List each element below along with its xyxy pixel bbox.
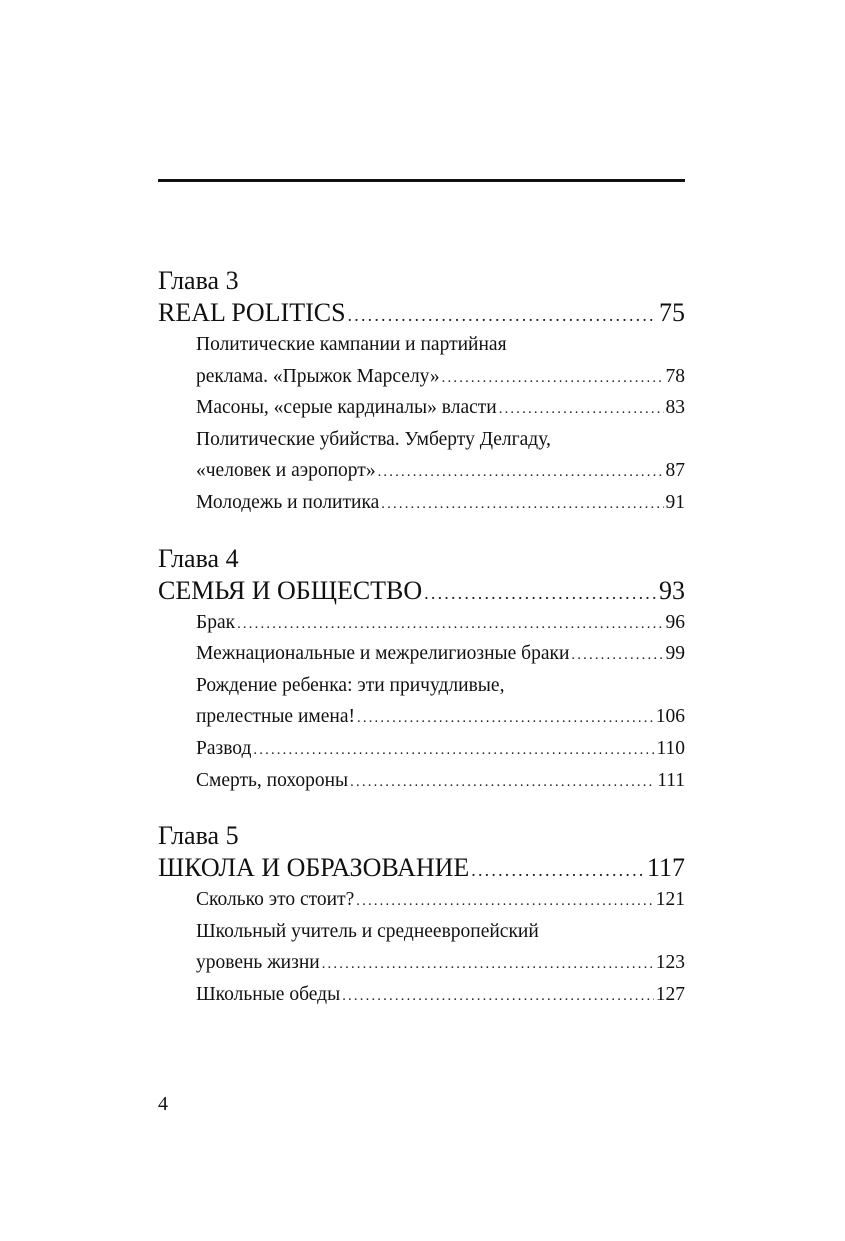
dot-leader [381, 489, 663, 521]
dot-leader [357, 703, 654, 735]
dot-leader [322, 949, 654, 981]
entry-title: Сколько это стоит? [196, 889, 355, 911]
toc-entry-line: Политические кампании и партийная [196, 334, 507, 355]
chapter-3 [158, 266, 685, 519]
page-ref: 83 [665, 397, 685, 419]
toc-entry[interactable] [158, 487, 685, 519]
entry-title: Школьные обеды [196, 983, 341, 1005]
page-ref: 78 [665, 365, 685, 387]
page-ref: 75 [659, 298, 685, 327]
page-ref: 99 [665, 643, 685, 665]
page-ref: 91 [665, 491, 685, 513]
toc-entry[interactable] [158, 979, 685, 1011]
toc-entry[interactable] [158, 607, 685, 639]
toc-entry[interactable] [158, 733, 685, 765]
dot-leader [342, 981, 654, 1013]
toc-entry[interactable] [158, 947, 685, 979]
dot-leader [350, 767, 655, 799]
chapter-title: ШКОЛА И ОБРАЗОВАНИЕ [158, 853, 470, 883]
dot-leader [253, 735, 654, 767]
toc-entry[interactable] [158, 884, 685, 916]
page-ref: 110 [656, 737, 685, 759]
dot-leader [378, 457, 664, 489]
page-ref: 117 [646, 853, 685, 883]
page-ref: 93 [659, 575, 685, 605]
entry-title: «человек и аэропорт» [196, 460, 376, 482]
toc-entry[interactable] [158, 765, 685, 797]
page-ref: 87 [665, 460, 685, 482]
dot-leader [571, 640, 663, 672]
dot-leader [442, 363, 664, 395]
chapter-title-entry[interactable] [158, 851, 685, 884]
entry-title: уровень жизни [196, 952, 320, 974]
page-ref: 127 [655, 983, 685, 1005]
page-ref: 121 [655, 889, 685, 911]
header-rule [158, 179, 685, 182]
page-ref: 123 [655, 952, 685, 974]
chapter-4 [158, 544, 685, 797]
chapter-title: СЕМЬЯ И ОБЩЕСТВО [158, 575, 423, 605]
toc-entry[interactable] [158, 701, 685, 733]
toc-entry-line: Школьный учитель и среднеевропейский [196, 920, 539, 942]
entry-title: Брак [196, 611, 236, 633]
toc-entry[interactable] [158, 455, 685, 487]
table-of-contents [158, 266, 685, 1036]
toc-entry-line: Рождение ребенка: эти причудливые, [196, 674, 505, 696]
page-ref: 106 [655, 706, 685, 728]
entry-title: реклама. «Прыжок Марселу» [196, 365, 440, 387]
page-ref: 96 [665, 611, 685, 633]
chapter-title: REAL POLITICS [158, 298, 346, 327]
entry-title: Масоны, «серые кардиналы» власти [196, 397, 497, 419]
entry-title: Смерть, похороны [196, 769, 349, 791]
toc-entry[interactable] [158, 392, 685, 424]
chapter-title-entry[interactable] [158, 574, 685, 607]
chapter-title-entry[interactable] [158, 296, 685, 329]
chapter-label: Глава 3 [158, 266, 239, 295]
entry-title: Межнациональные и межрелигиозные браки [196, 643, 570, 665]
entry-title: Развод [196, 737, 252, 759]
chapter-label: Глава 4 [158, 543, 239, 573]
dot-leader [348, 298, 657, 332]
page-number: 4 [158, 1093, 168, 1115]
toc-entry-line: Политические убийства. Умберту Делгаду, [196, 428, 551, 450]
page-ref: 111 [657, 769, 685, 791]
dot-leader [237, 609, 663, 641]
entry-title: Молодежь и политика [196, 491, 380, 513]
chapter-5 [158, 821, 685, 1010]
dot-leader [356, 886, 653, 918]
dot-leader [424, 576, 657, 610]
dot-leader [471, 853, 645, 887]
dot-leader [499, 394, 664, 426]
entry-title: прелестные имена! [196, 706, 355, 728]
toc-entry[interactable] [158, 361, 685, 393]
chapter-label: Глава 5 [158, 821, 239, 851]
toc-entry[interactable] [158, 638, 685, 670]
